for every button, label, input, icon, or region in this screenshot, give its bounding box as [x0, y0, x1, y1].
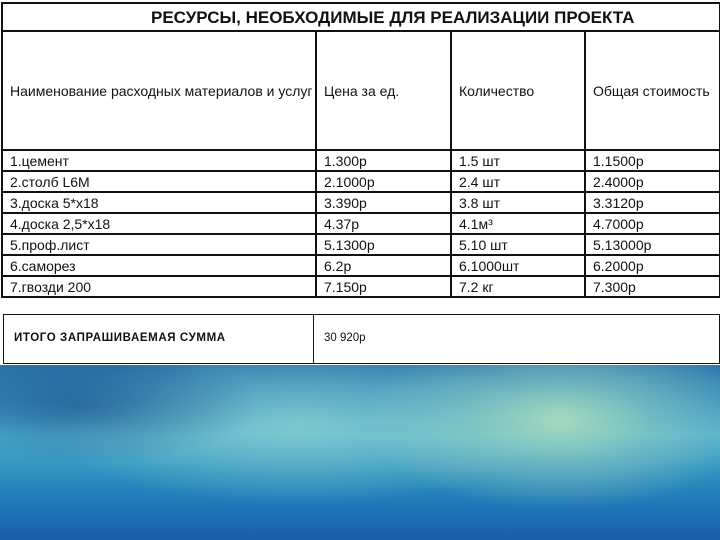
item-name-cell: 5.проф.лист: [2, 234, 316, 255]
table-row: [2, 150, 720, 171]
item-price-cell: 4.37р: [316, 213, 451, 234]
total-row: [4, 315, 720, 364]
column-header-quantity: Количество: [451, 31, 585, 150]
item-quantity-cell: 7.2 кг: [451, 276, 585, 297]
item-name-cell: 6.саморез: [2, 255, 316, 276]
item-price-cell: 1.300р: [316, 150, 451, 171]
resources-table: [1, 2, 720, 298]
item-total-cell: 1.1500р: [585, 150, 720, 171]
item-total-cell: 4.7000р: [585, 213, 720, 234]
item-total-cell: 2.4000р: [585, 171, 720, 192]
item-price-cell: 5.1300р: [316, 234, 451, 255]
table-row: [2, 213, 720, 234]
item-total-cell: 5.13000р: [585, 234, 720, 255]
table-row: [2, 255, 720, 276]
table-row: [2, 276, 720, 297]
header-row: [2, 31, 720, 150]
item-quantity-cell: 4.1м³: [451, 213, 585, 234]
item-name-cell: 4.доска 2,5*х18: [2, 213, 316, 234]
title-row: [2, 3, 720, 31]
table-row: [2, 192, 720, 213]
item-quantity-cell: 3.8 шт: [451, 192, 585, 213]
total-value: 30 920р: [314, 315, 720, 364]
table-row: [2, 234, 720, 255]
item-name-cell: 2.столб L6M: [2, 171, 316, 192]
column-header-total-cost: Общая стоимость: [585, 31, 720, 150]
item-name-cell: 3.доска 5*х18: [2, 192, 316, 213]
item-total-cell: 7.300р: [585, 276, 720, 297]
item-price-cell: 6.2р: [316, 255, 451, 276]
total-table: [3, 314, 720, 364]
total-label: ИТОГО ЗАПРАШИВАЕМАЯ СУММА: [4, 315, 314, 364]
item-quantity-cell: 5.10 шт: [451, 234, 585, 255]
column-header-name: Наименование расходных материалов и услуг: [2, 31, 316, 150]
column-header-price: Цена за ед.: [316, 31, 451, 150]
item-total-cell: 6.2000р: [585, 255, 720, 276]
table-row: [2, 171, 720, 192]
decorative-wave-background: [0, 365, 720, 540]
item-name-cell: 1.цемент: [2, 150, 316, 171]
item-total-cell: 3.3120р: [585, 192, 720, 213]
item-name-cell: 7.гвозди 200: [2, 276, 316, 297]
item-price-cell: 7.150р: [316, 276, 451, 297]
item-price-cell: 3.390р: [316, 192, 451, 213]
item-quantity-cell: 2.4 шт: [451, 171, 585, 192]
item-quantity-cell: 1.5 шт: [451, 150, 585, 171]
item-price-cell: 2.1000р: [316, 171, 451, 192]
table-title: РЕСУРСЫ, НЕОБХОДИМЫЕ ДЛЯ РЕАЛИЗАЦИИ ПРОЕКТА: [2, 3, 720, 31]
item-quantity-cell: 6.1000шт: [451, 255, 585, 276]
